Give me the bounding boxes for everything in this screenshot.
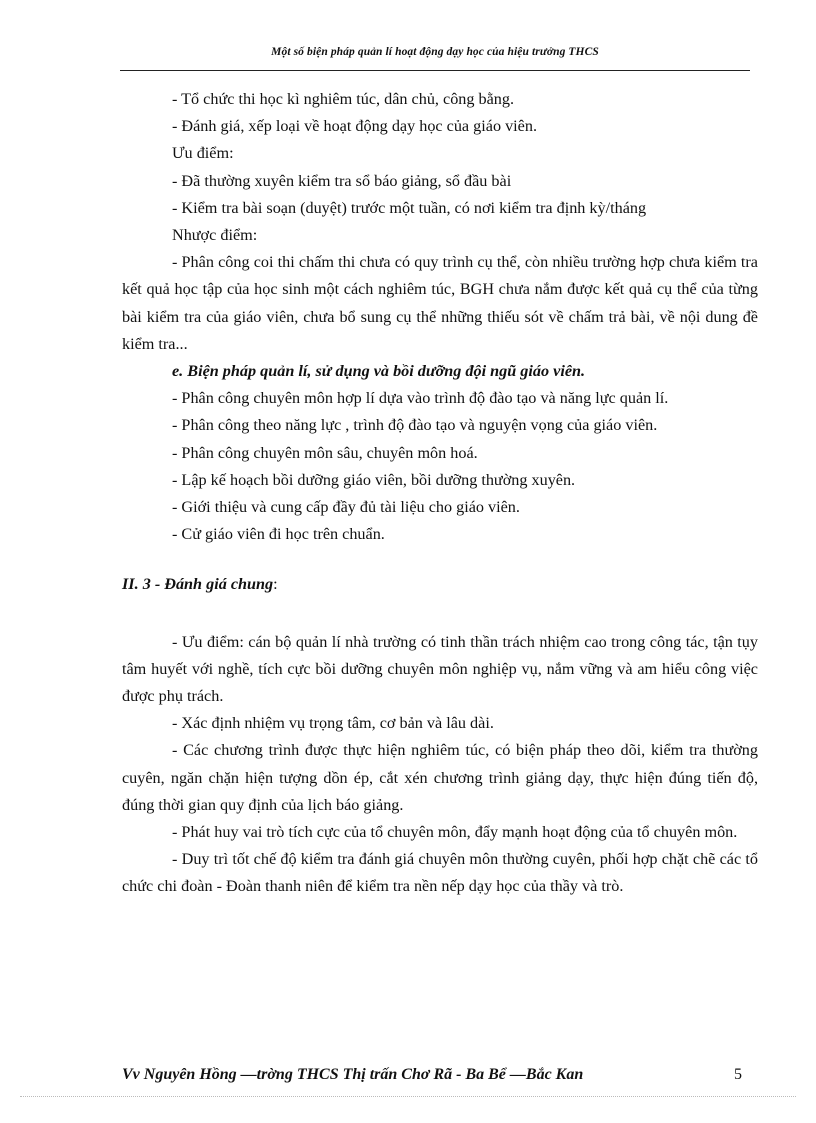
subheading-disadvantages: Nhược điểm: [172,226,258,245]
text-line: - Kiểm tra bài soạn (duyệt) trước một tuần, có nơi kiểm tra định kỳ/tháng [172,198,647,217]
page-bottom-divider [20,1096,796,1097]
section-heading-ii3 [122,571,758,598]
paragraph: - Phân công chuyên môn hợp lí dựa vào trình độ đào tạo và năng lực quản lí. [172,389,669,408]
paragraph: - Xác định nhiệm vụ trọng tâm, cơ bản và lâu dài. [172,714,494,733]
text-line: - Đã thường xuyên kiểm tra sổ báo giảng, sổ đầu bài [172,171,512,190]
paragraph: - Phân công coi thi chấm thi chưa có quy trình cụ thể, còn nhiều trường hợp chưa kiểm tra kết quả học tập của học sinh một cách nghiêm túc, BGH chưa nắm được kết quả cụ thể của từng bài kiểm tra của giáo viên, chưa bổ sung cụ thể những thiếu sót về chấm trả bài, về nội dung đề kiểm tra... [122,253,758,353]
subheading-advantages: Ưu điểm: [172,144,234,163]
text-line: - Phân công theo năng lực , trình độ đào tạo và nguyện vọng của giáo viên. [172,416,658,435]
text-line: - Cử giáo viên đi học trên chuẩn. [172,525,385,544]
section-heading-colon: : [273,575,278,594]
document-body [122,86,758,901]
page-number: 5 [734,1066,742,1083]
paragraph: - Phát huy vai trò tích cực của tổ chuyên môn, đẩy mạnh hoạt động của tổ chuyên môn. [172,823,738,842]
paragraph: - Các chương trình được thực hiện nghiêm túc, có biện pháp theo dõi, kiểm tra thường cuyên, ngăn chặn hiện tượng dồn ép, cắt xén chương trình giảng dạy, thực hiện đúng tiến độ, đúng thời gian quy định của lịch báo giảng. [122,741,758,814]
text-line: - Phân công chuyên môn sâu, chuyên môn hoá. [172,443,478,462]
paragraph: - Ưu điểm: cán bộ quản lí nhà trường có tinh thần trách nhiệm cao trong công tác, tận tụy tâm huyết với nghề, tích cực bồi dưỡng chuyên môn nghiệp vụ, nắm vững và am hiểu công việc được phụ trách. [122,632,758,706]
section-heading-e: e. Biện pháp quản lí, sử dụng và bồi dưỡng đội ngũ giáo viên. [172,362,586,381]
footer-author: Vv Nguyên Hồng —trờng THCS Thị trấn Chơ Rã - Ba Bể —Bắc Kan [122,1066,584,1083]
page-footer [122,1066,742,1084]
text-line: - Lập kế hoạch bồi dưỡng giáo viên, bồi dưỡng thường xuyên. [172,470,576,489]
text-line: - Giới thiệu và cung cấp đầy đủ tài liệu cho giáo viên. [172,498,520,517]
text-line: - Tổ chức thi học kì nghiêm túc, dân chủ, công bằng. [172,90,515,108]
text-line: - Đánh giá, xếp loại về hoạt động dạy học của giáo viên. [172,117,538,136]
running-header: Một số biện pháp quản lí hoạt động dạy học của hiệu trưởng THCS [271,46,599,58]
header-divider [120,70,750,71]
section-heading-text: II. 3 - Đánh giá chung [122,575,274,594]
paragraph: - Duy trì tốt chế độ kiểm tra đánh giá chuyên môn thường cuyên, phối hợp chặt chẽ các tổ chức chi đoàn - Đoàn thanh niên để kiểm tra nền nếp dạy học của thầy và trò. [122,850,758,896]
